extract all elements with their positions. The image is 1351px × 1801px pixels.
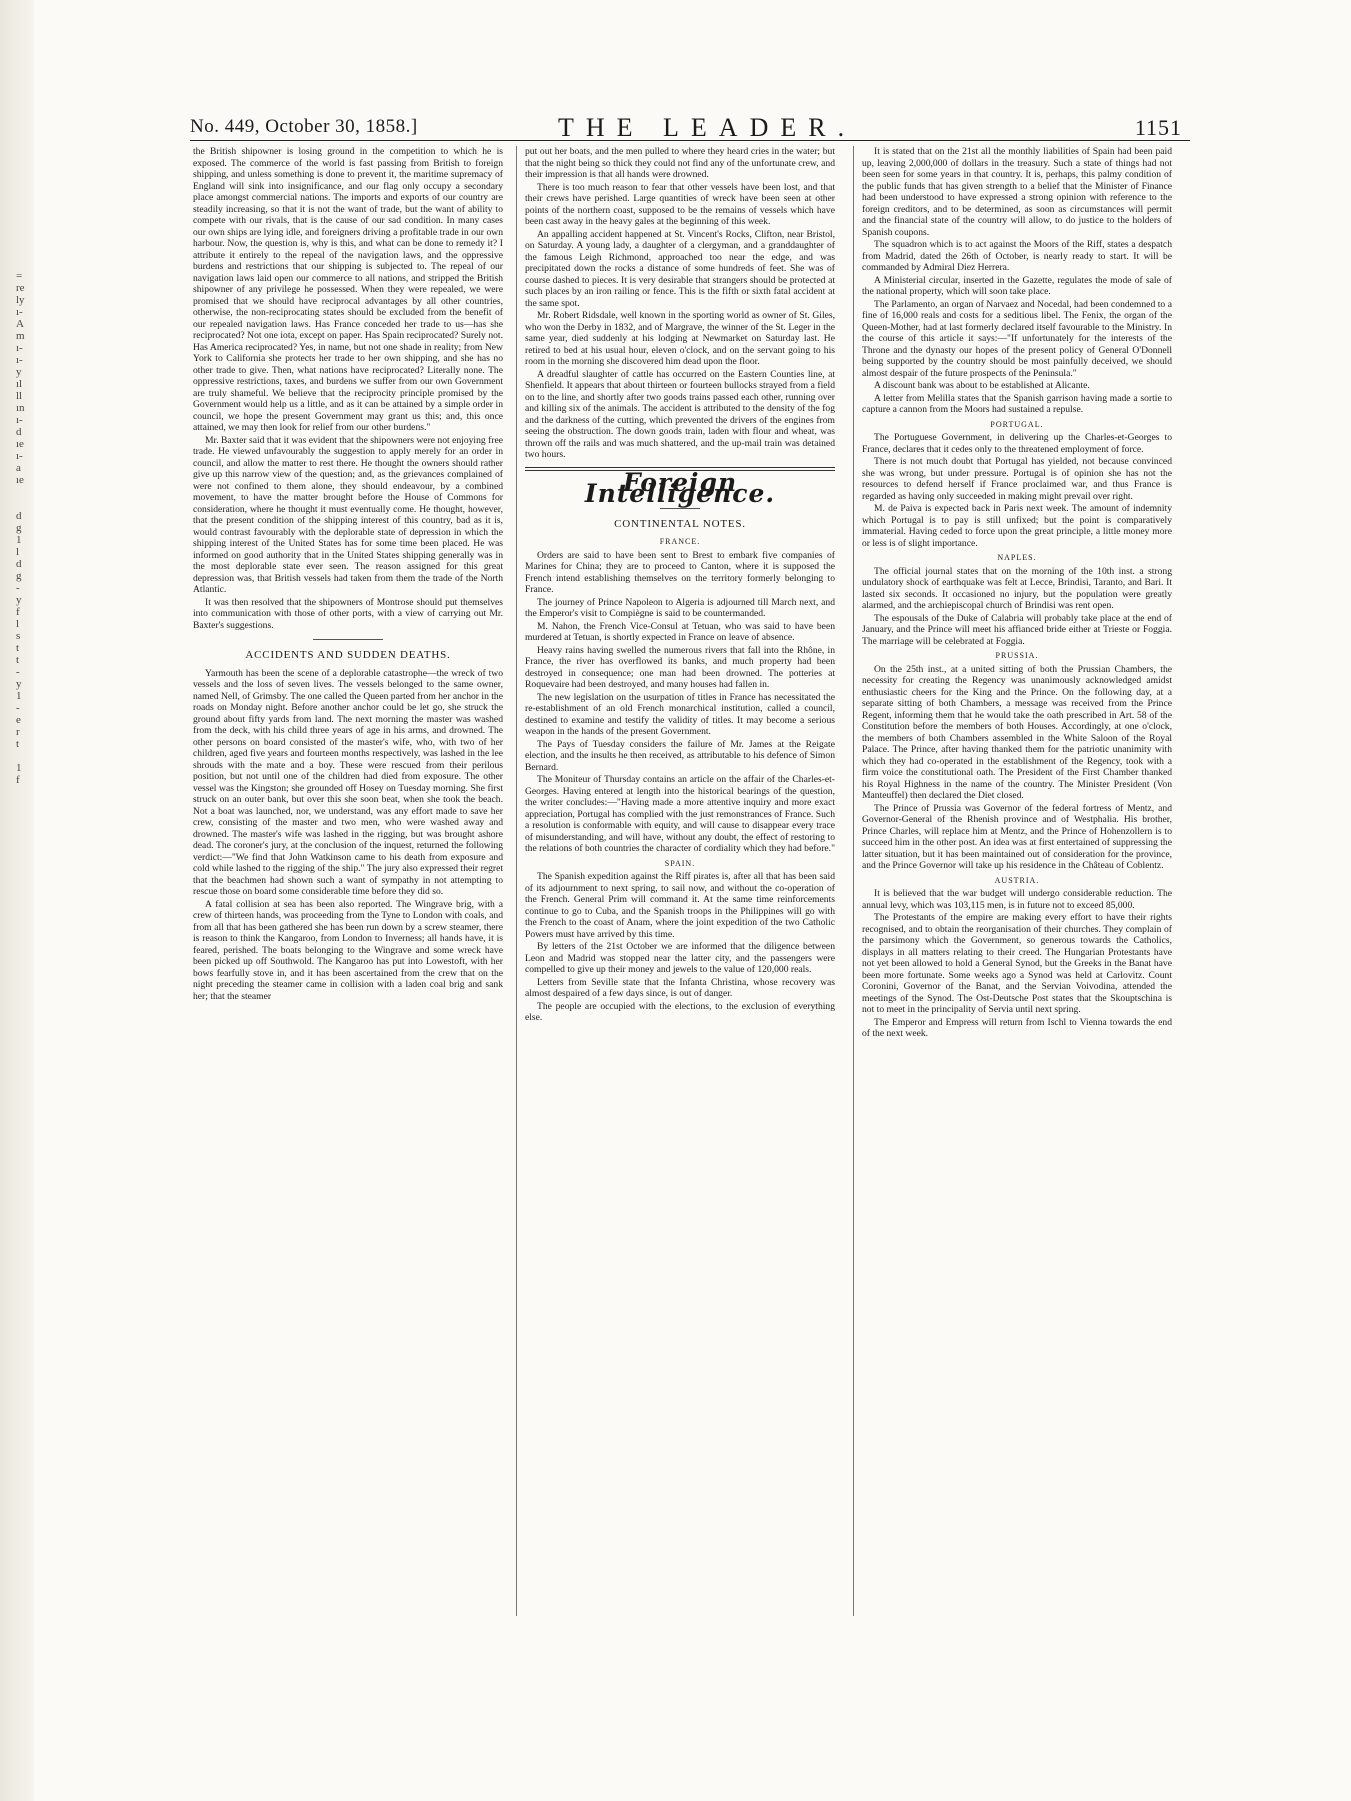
paragraph: The journey of Prince Napoleon to Algeria is adjourned till March next, and the Emperor's visit to Compiègne is said to be countermanded. [525, 596, 835, 619]
subsection-heading: FRANCE. [659, 537, 701, 546]
column-1 [193, 146, 503, 1003]
paragraph: By letters of the 21st October we are informed that the diligence between Leon and Madrid was stopped near the latter city, and the passengers were compelled to give up their money and jewels to the value of 120,000 reals. [525, 941, 835, 975]
paragraph: The espousals of the Duke of Calabria will probably take place at the end of January, and the Prince will meet his affianced bride either at Trieste or Foggia. The marriage will be celebrated at Foggia. [862, 612, 1172, 647]
paragraph: The new legislation on the usurpation of titles in France has necessitated the re-establishment of an old French monarchical institution, called a council, destined to examine and testify the validity of titles. It may become a serious weapon in the hands of the present Government. [525, 691, 835, 737]
newspaper-title: THE LEADER. [558, 113, 857, 142]
paragraph: There is not much doubt that Portugal has yielded, not because convinced she was wrong, but under pressure. Portugal is of opinion she has not the resources to defend herself if France proclaimed war, and thus France is regarded as having only succeeded in making might prevail over right. [862, 456, 1172, 502]
page-number: 1151 [1134, 115, 1182, 140]
paragraph: The Portuguese Government, in delivering up the Charles-et-Georges to France, declares that it cedes only to the threatened employment of force. [862, 432, 1172, 455]
paragraph: The Prince of Prussia was Governor of the federal fortress of Mentz, and Governor-General of the Rhenish province and of Westphalia. His brother, Prince Charles, will replace him at Mentz, and the Prince of Hohenzollern is to succeed him in the other post. An idea was at first entertained of suppressing the latter situation, but it has been maintained out of consideration for the province, and the Prince Governor will take up his residence in the Château of Coblentz. [862, 802, 1172, 871]
paragraph: The Spanish expedition against the Riff pirates is, after all that has been said of its adjournment to next spring, to sail now, and without the co-operation of the French. General Prim will command it. At the same time reinforcements continue to go to Cuba, and the Spanish troops in the Philippines will go with the French to the coast of Anam, where the joint expedition of the two Catholic Powers must have arrived by this time. [525, 871, 835, 940]
column-3 [862, 146, 1172, 1041]
paragraph: A fatal collision at sea has been also reported. The Wingrave brig, with a crew of thirteen hands, was proceeding from the Tyne to London with coals, and from all that has been gathered she has been run down by a screw steamer, there is reason to think the Kangaroo, from London to Inverness; all hands have, it is feared, perished. The boats belonging to the Wingrave and some wreck have been picked up off Southwold. The Kangaroo has put into Lowestoft, with her bows fearfully stove in, and it has been ascertained from the crew that on the night preceding the steamer came in collision with a laden coal brig and sank her; that the steamer [193, 898, 503, 1002]
paragraph: Letters from Seville state that the Infanta Christina, whose recovery was almost despaired of a few days since, is out of danger. [525, 976, 835, 999]
paragraph: There is too much reason to fear that other vessels have been lost, and that their crews have perished. Large quantities of wreck have been seen at other points of the northern coast, supposed to be the remains of vessels which have been cast away in the heavy gales at the beginning of this week. [525, 181, 835, 227]
subsection-heading: AUSTRIA. [994, 875, 1040, 885]
paragraph: M. Nahon, the French Vice-Consul at Tetuan, who was said to have been murdered at Tetuan, is shortly expected in France on leave of absence. [525, 620, 835, 643]
paragraph: Mr. Baxter said that it was evident that the shipowners were not enjoying free trade. He viewed unfavourably the suggestion to apply merely for an order in council, and allow the matter to rest there. He thought the owners should rather give up this narrow view of the question; and, as the grievances complained of were not confined to them alone, they should endeavour, by a combined movement, to have the matter brought before the House of Commons for consideration, where he thought it must eventually come. He thought, however, that the present condition of the shipping interest of this country, bad as it is, would contrast favourably with the deplorable state of depression in which the shipping interest of the United States has for some time been placed. He was informed on good authority that in the United States shipping generally was in the most deplorable state ever seen. The reason assigned for this great depression was, that British vessels had taken from them the trade of the North Atlantic. [193, 434, 503, 595]
section-masthead: Foreign Intelligence. [584, 467, 776, 508]
paragraph: A discount bank was about to be established at Alicante. [874, 380, 1090, 391]
paragraph: Heavy rains having swelled the numerous rivers that fall into the Rhône, in France, the river has overflowed its banks, and much property had been destroyed in consequence; one man had been drowned. The potteries at Roquevaire had been destroyed, and many houses had fallen in. [525, 644, 835, 690]
paragraph: The people are occupied with the elections, to the exclusion of everything else. [525, 1000, 835, 1023]
column-rule [853, 146, 854, 1616]
paragraph: It was then resolved that the shipowners of Montrose should put themselves into communication with those of other ports, with a view of carrying out Mr. Baxter's suggestions. [193, 596, 503, 631]
paragraph: Orders are said to have been sent to Brest to embark five companies of Marines for China; they are to proceed to Canton, where it is supposed the French intend establishing themselves on the territory formerly belonging to France. [525, 549, 835, 595]
paragraph: The Emperor and Empress will return from Ischl to Vienna towards the end of the next week. [862, 1016, 1172, 1039]
paragraph: A dreadful slaughter of cattle has occurred on the Eastern Counties line, at Shenfield. It appears that about thirteen or fourteen bullocks strayed from a field on to the line, and shortly after two goods trains passed each other, running over and killing six of the animals. The accident is attributed to the density of the fog and the darkness of the cutting, which prevented the drivers of the engines from seeing the obstruction. The down goods train, laden with flour and wheat, was thrown off the rails and was much shattered, and the up-mail train was detained two hours. [525, 368, 835, 460]
paragraph: The squadron which is to act against the Moors of the Riff, states a despatch from Madrid, dated the 26th of October, is nearly ready to start. It will be commanded by Admiral Diez Herrera. [862, 239, 1172, 273]
subsection-heading: PORTUGAL. [990, 419, 1044, 429]
paragraph: The Pays of Tuesday considers the failure of Mr. James at the Reigate election, and the insults he then received, as attributable to his defence of Simon Bernard. [525, 738, 835, 773]
paragraph: It is believed that the war budget will undergo considerable reduction. The annual levy, which was 103,115 men, is in future not to exceed 85,000. [862, 888, 1172, 911]
paragraph: The Moniteur of Thursday contains an article on the affair of the Charles-et-Georges. Having entered at length into the historical bearings of the question, the writer concludes:—"Having made a more attentive inquiry and more exact appreciation, Portugal has complied with the just remonstrances of France. Such a resolution is conformable with equity, and will cause to disappear every trace of misunderstanding, and will have, without any doubt, the effect of restoring to the relations of both countries the character of cordiality which they had before." [525, 774, 835, 854]
column-rule [516, 146, 517, 1616]
paragraph: An appalling accident happened at St. Vincent's Rocks, Clifton, near Bristol, on Saturday. A young lady, a daughter of a clergyman, and a granddaughter of the famous Leigh Richmond, approached too near the edge, and was precipitated down the rocks a distance of some hundreds of feet. She was of course dashed to pieces. It is very desirable that strangers should be protected at such places by an iron railing or fence. This is the fifth or sixth fatal accident at the same spot. [525, 228, 835, 309]
column-2 [525, 146, 835, 1025]
subsection-heading: NAPLES. [997, 553, 1037, 562]
paragraph: It is stated that on the 21st all the monthly liabilities of Spain had been paid up, leaving 2,000,000 of dollars in the treasury. Such a state of things had not been seen for some years in that country. It is, perhaps, this palmy condition of the public funds that has given strength to a belief that the Minister of Finance had been understood to have expressed a strong opinion with reference to the foreign creditors, and to be determined, as soon as circumstances will permit and the financial state of the country will allow, to do justice to the holders of Spanish coupons. [862, 146, 1172, 238]
paragraph: On the 25th inst., at a united sitting of both the Prussian Chambers, the necessity for creating the Regency was unanimously acknowledged amidst enthusiastic cheers for the King and the Prince. On the following day, at a separate sitting of both Chambers, a message was received from the Prince Regent, informing them that he would take the oath prescribed in Art. 58 of the Constitution before the members of both Houses. Accordingly, at one o'clock, the members of both Chambers assembled in the White Saloon of the Royal Palace. The Prince, after having thanked them for the patriotic unanimity with which they had co-operated in the establishment of the Regency, took with a firm voice the constitutional oath. The President of the First Chamber thanked his Royal Highness in the name of the country. The Minister President (Von Manteuffel) then declared the Diet closed. [862, 663, 1172, 801]
section-heading: CONTINENTAL NOTES. [614, 517, 746, 530]
issue-date: No. 449, October 30, 1858.] [190, 116, 418, 137]
paragraph: The official journal states that on the morning of the 10th inst. a strong undulatory shock of earthquake was felt at Lecce, Brindisi, Taranto, and Bari. It lasted six seconds. It occasioned no injury, but the population were greatly alarmed, and the archiepiscopal church of Brindisi was rent open. [862, 565, 1172, 611]
paragraph: The Protestants of the empire are making every effort to have their rights recognised, and to obtain the reorganisation of their churches. They complain of the parsimony which the Government, so generous towards the Catholics, displays in all matters relating to their creed. The Hungarian Protestants have not yet been allowed to hold a General Synod, but the Greeks in the Banat have been more fortunate. Some weeks ago a Synod was held at Carlovitz. Count Coronini, Governor of the Banat, and the Servian Voivodina, attended the meetings of the Synod. The Ost-Deutsche Post states that the Skouptschina is not to meet in the principality of Servia until next spring. [862, 912, 1172, 1015]
paragraph: The Parlamento, an organ of Narvaez and Nocedal, had been condemned to a fine of 16,000 reals and costs for a seditious libel. The Fenix, the organ of the Queen-Mother, had at last formerly declared itself favourable to the Ministry. In the course of this article it says:—"If unfortunately for the interests of the Throne and the dynasty our hopes of the present policy of General O'Donnell being supported by the country should be most painfully deceived, we should almost despair of the future prospects of the Peninsula." [862, 298, 1172, 379]
paragraph: A Ministerial circular, inserted in the Gazette, regulates the mode of sale of the national property, which will soon take place. [862, 274, 1172, 297]
paragraph: A letter from Melilla states that the Spanish garrison having made a sortie to capture a cannon from the Moors had sustained a repulse. [862, 392, 1172, 415]
page-header [190, 113, 1190, 142]
section-heading: ACCIDENTS AND SUDDEN DEATHS. [245, 649, 451, 661]
paragraph: put out her boats, and the men pulled to where they heard cries in the water; but that the night being so thick they could not find any of the unfortunate crew, and their impression is that all hands were drowned. [525, 146, 835, 180]
subsection-heading: PRUSSIA. [995, 651, 1039, 660]
paragraph: Mr. Robert Ridsdale, well known in the sporting world as owner of St. Giles, who won the Derby in 1832, and of Margrave, the winner of the St. Leger in the same year, died suddenly at his lodging at Newmarket on Saturday last. He retired to bed at his usual hour, eleven o'clock, and on the servant going to his room in the morning she discovered him dead upon the floor. [525, 310, 835, 367]
paragraph: the British shipowner is losing ground in the competition to which he is exposed. The commerce of the world is fast passing from British to foreign shipping, and unless something is done to prevent it, the maritime supremacy of England will sink into insignificance, and our flag only occupy a secondary place amongst commercial nations. The imports and exports of our country are steadily increasing, so that it is not the want of trade, but the want of ability to compete with our rivals, that is the cause of our sad condition. In many cases our own ships are lying idle, and foreigners driving a profitable trade in our own harbour. Now, the question is, why is this, and what can be done to remedy it? I attribute it entirely to the repeal of the navigation laws, and the oppressive burdens and restrictions that our shipping is subjected to. The repeal of our navigation laws laid open our commerce to all nations, and stripped the British shipowner of any privilege he possessed. When they were repealed, we were promised that we should have reciprocal advantages by all other countries, otherwise, the non-reciprocating states should be excluded from the benefit of our repealed navigation laws. Has France conceded her trade to us—has she reciprocated? Not one iota, except on paper. Has Spain reciprocated? Surely not. Has America reciprocated? Yes, in name, but not one shade in reality; from New York to California she protects her trade to her own shipping, and she has no other trade to give. Then, what nations have reciprocated? Literally none. The oppressive restrictions, taxes, and burdens we suffer from our own Government are truly shameful. We believe that the reciprocity principle promised by the Government would help us a little, and as it can be attained by a simple order in council, we hope the present Government may grant us this; and, this once attained, we may then look for relief from our other burdens." [193, 146, 503, 433]
section-divider [313, 639, 383, 640]
paragraph: Yarmouth has been the scene of a deplorable catastrophe—the wreck of two vessels and the loss of seven lives. The vessels belonged to the same owner, named Nell, of Grimsby. The one called the Queen parted from her anchor in the roads on Monday night. Before another anchor could be let go, she struck the ground about fifty yards from land. The next morning the master was washed from the deck, with his child three years of age in his arms, and drowned. The other persons on board consisted of the master's wife, who, with two of her children, aged five years and fourteen months respectively, was lashed in the lee shrouds with the mate and a boy. These were rescued from their perilous position, but not until one of the children had died from exposure. The other vessel was the Kingston; she grounded off Hosey on Tuesday morning. She first struck on an outer bank, but over this she soon beat, when she took the beach. Not a boat was launched, nor, we understand, was any effort made to save her crew, consisting of the master and two men, who were washed away and drowned. The master's wife was lashed in the rigging, but was brought ashore dead. The coroner's jury, at the conclusion of the inquest, returned the following verdict:—"We find that John Watkinson came to his death from exposure and cold while lashed to the rigging of the ship." The jury also expressed their regret that the beachmen had shown such a want of sympathy in not attempting to rescue those on board some considerable time before they did so. [193, 667, 503, 897]
gutter-marks: = re ly ı- A m ı- ı- y ıl ll ın ı- d ıe ı- a ıe d g 1 l d g - y f l s t t - y 1 - e r t 1 f [16, 270, 25, 786]
subsection-heading: SPAIN. [664, 858, 696, 868]
paragraph: M. de Paiva is expected back in Paris next week. The amount of indemnity which Portugal is to pay is still unfixed; but the point is comparatively immaterial. Having ceded to force upon the great principle, a little money more or less is of slight importance. [862, 503, 1172, 549]
